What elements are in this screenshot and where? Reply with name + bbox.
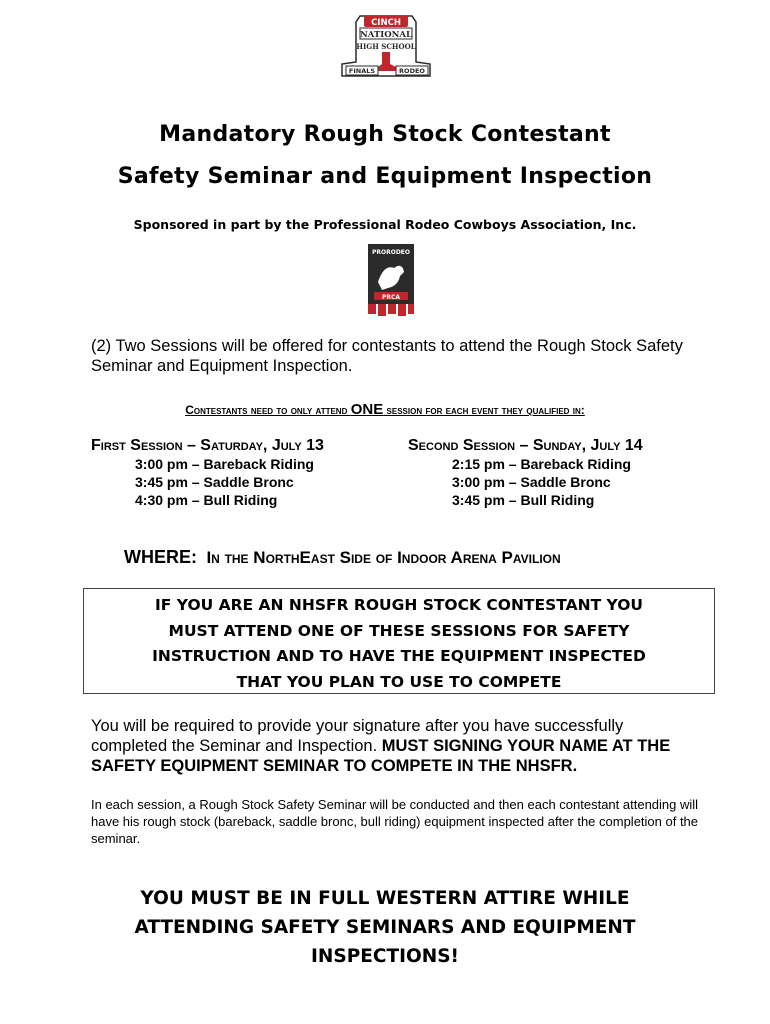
signature-requirement: MUST SIGNING YOUR NAME AT THE SAFETY EQUIPMENT SEMINAR TO COMPETE IN THE NHSFR. [91,737,671,775]
where-label: WHERE: [124,547,197,567]
logo-line3: HIGH SCHOOL [356,42,416,51]
attendance-notice: Contestants need to only attend ONE session for each event they qualified in: [185,401,585,418]
first-session-heading: First Session – Saturday, July 13 [91,437,324,454]
second-session-item: 3:00 pm – Saddle Bronc [452,474,611,490]
page-title-line1: Mandatory Rough Stock Contestant [159,122,611,147]
attire-line: YOU MUST BE IN FULL WESTERN ATTIRE WHILE [140,888,630,909]
first-session-item: 3:00 pm – Bareback Riding [135,456,314,472]
warning-line: MUST ATTEND ONE OF THESE SESSIONS FOR SAFETY [168,621,630,640]
attire-line: ATTENDING SAFETY SEMINARS AND EQUIPMENT [134,917,636,938]
nhsfr-logo [338,12,434,78]
first-session-item: 3:45 pm – Saddle Bronc [135,474,294,490]
second-session [408,437,643,509]
prca-top-text: PRORODEO [371,249,411,256]
signature-text: You will be required to provide your signature after you have successfully completed the Seminar and Inspection. MUST SIGNING YOUR NAME AT THE SAFETY EQUIPMENT SEMINAR TO COMPETE IN THE NHSFR. [91,717,671,775]
logo-line2: NATIONAL [360,30,412,40]
second-session-item: 2:15 pm – Bareback Riding [452,456,631,472]
attire-notice [0,884,770,971]
notice-emphasis: ONE [350,401,384,418]
attire-line: INSPECTIONS! [311,946,459,967]
where-line [124,547,561,568]
warning-line: INSTRUCTION AND TO HAVE THE EQUIPMENT INSPECTED [152,647,646,665]
warning-line: IF YOU ARE AN NHSFR ROUGH STOCK CONTESTANT YOU [155,596,643,614]
second-session-item: 3:45 pm – Bull Riding [452,492,595,508]
warning-line: THAT YOU PLAN TO USE TO COMPETE [236,672,562,691]
warning-box [83,588,715,694]
first-session-item: 4:30 pm – Bull Riding [135,492,278,508]
prca-logo [364,242,418,318]
page-title-line2: Safety Seminar and Equipment Inspection [117,164,653,189]
logo-line5: RODEO [399,67,425,75]
prca-bottom-text: PRCA [381,294,401,301]
logo-line4: FINALS [348,67,376,75]
second-session-heading: Second Session – Sunday, July 14 [408,437,643,454]
details-text: In each session, a Rough Stock Safety Seminar will be conducted and then each contestant attending will have his rough stock (bareback, saddle bronc, bull riding) equipment inspected after the completion of the seminar. [91,797,699,846]
sponsor-text: Sponsored in part by the Professional Rodeo Cowboys Association, Inc. [133,217,637,232]
intro-text: (2) Two Sessions will be offered for contestants to attend the Rough Stock Safety Seminar and Equipment Inspection. [91,337,683,375]
where-text: In the NorthEast Side of Indoor Arena Pavilion [206,548,561,567]
logo-line1: CINCH [371,18,401,28]
first-session [91,437,324,509]
